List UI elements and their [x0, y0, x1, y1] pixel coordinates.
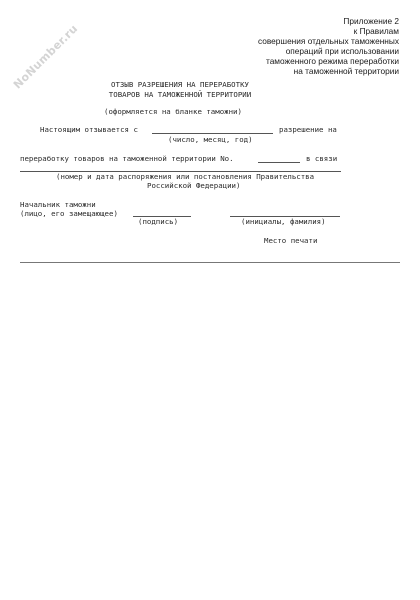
appendix-line: таможенного режима переработки — [265, 56, 399, 67]
decree-caption-line2: Российской Федерации) — [147, 181, 241, 190]
processing-prefix: переработку товаров на таможенной территории No. — [20, 154, 234, 163]
appendix-line: совершения отдельных таможенных — [258, 36, 399, 47]
chief-title: Начальник таможни — [20, 200, 96, 209]
date-caption: (число, месяц, год) — [168, 135, 253, 144]
decree-caption-line1: (номер и дата распоряжения или постановления Правительства — [56, 172, 315, 181]
document-title-line2: ТОВАРОВ НА ТАМОЖЕННОЙ ТЕРРИТОРИИ — [108, 89, 252, 99]
revoke-prefix: Настоящим отзывается с — [40, 125, 138, 134]
signature-caption: (подпись) — [138, 217, 179, 226]
appendix-line: к Правилам — [353, 26, 399, 37]
processing-suffix: в связи — [306, 154, 338, 163]
document-title — [0, 80, 360, 99]
blank-note: (оформляется на бланке таможни) — [104, 107, 242, 116]
appendix-line: на таможенной территории — [293, 66, 399, 77]
revoke-date-field — [152, 133, 273, 134]
seal-place: Место печати — [264, 236, 318, 245]
document-title-line1: ОТЗЫВ РАЗРЕШЕНИЯ НА ПЕРЕРАБОТКУ — [111, 80, 249, 89]
appendix-line: операций при использовании — [285, 46, 399, 57]
chief-deputy: (лицо, его замещающее) — [20, 209, 118, 218]
appendix-header — [199, 16, 399, 77]
appendix-line: Приложение 2 — [343, 16, 399, 26]
permit-number-field — [258, 162, 300, 163]
revoke-suffix: разрешение на — [279, 125, 337, 134]
initials-caption: (инициалы, фамилия) — [241, 217, 326, 226]
watermark: NoNumber.ru — [10, 22, 81, 92]
bottom-divider — [20, 262, 400, 263]
